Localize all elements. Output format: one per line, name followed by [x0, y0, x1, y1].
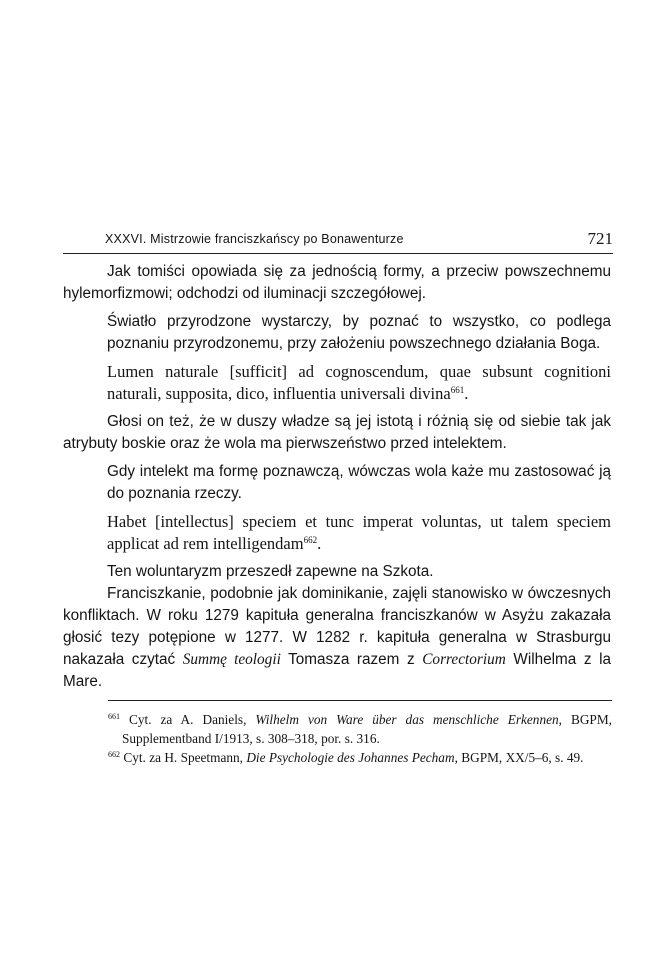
footnote: $^{662}$ Cyt. za H. Speetmann, Die Psychologie des Johannes Pecham, BGPM, XX/5–6, s. 49.: [108, 750, 584, 765]
running-head-title: XXXVI. Mistrzowie franciszkańscy po Bonawenturze: [105, 232, 404, 246]
footnote: $^{661}$ Cyt. za A. Daniels, Wilhelm von Ware über das menschliche Erkennen, BGPM, Supplementband I/1913, s. 308–318, por. s. 316.: [108, 712, 612, 746]
paragraph: Ten woluntaryzm przeszedł zapewne na Szkota.: [107, 563, 434, 580]
paragraph: Jak tomiści opowiada się za jednością formy, a przeciw powszechnemu hylemorfizmowi; odchodzi od iluminacji szczegółowej.: [63, 263, 611, 302]
main-text: [63, 261, 611, 693]
footnote-ref[interactable]: 662: [303, 535, 318, 545]
book-title: Summę teologii: [182, 651, 281, 668]
block-quote-latin: Lumen naturale [sufficit] ad cognoscendum, quae subsunt cognitioni naturali, supposita, dico, influentia universali divina$^{661}$.: [107, 362, 611, 403]
block-quote-latin: Habet [intellectus] speciem et tunc imperat voluntas, ut talem speciem applicat ad rem intelligendam$^{662}$.: [107, 512, 611, 553]
quote-text: Lumen naturale [sufficit] ad cognoscendum, quae subsunt cognitioni naturali, supposita, dico, influentia universali divina: [107, 362, 611, 403]
header-rule: [63, 253, 613, 254]
paragraph: Franciszkanie, podobnie jak dominikanie, zajęli stanowisko w ówczesnych konfliktach. W roku 1279 kapituła generalna franciszkanów w Asyżu zakazała głosić tezy potępione w 1277. W 1282 r. kapituła generalna w Strasburgu nakazała czytać Summę teologii Tomasza razem z Correctorium Wilhelma z la Mare.: [63, 585, 611, 690]
footnote-number: 662: [108, 750, 120, 759]
paragraph: Głosi on też, że w duszy władze są jej istotą i różnią się od siebie tak jak atrybuty boskie oraz że wola ma pierwszeństwo przed intelektem.: [63, 413, 611, 452]
footnote-rule: [108, 700, 612, 701]
cited-title: Wilhelm von Ware über das menschliche Erkennen: [255, 712, 559, 727]
cited-title: Die Psychologie des Johannes Pecham: [246, 750, 455, 765]
running-head: [63, 229, 613, 251]
book-title: Correctorium: [422, 651, 506, 668]
footnote-ref[interactable]: 661: [450, 385, 465, 395]
block-quote-polish: Światło przyrodzone wystarczy, by poznać to wszystko, co podlega poznaniu przyrodzonemu, przy założeniu powszechnego działania Boga.: [107, 313, 611, 352]
footnote-number: 661: [108, 712, 120, 721]
page-number: 721: [587, 229, 613, 248]
footnotes: [108, 710, 612, 767]
quote-text: Habet [intellectus] speciem et tunc imperat voluntas, ut talem speciem applicat ad rem intelligendam: [107, 512, 611, 553]
block-quote-polish: Gdy intelekt ma formę poznawczą, wówczas wola każe mu zastosować ją do poznania rzeczy.: [107, 463, 611, 502]
